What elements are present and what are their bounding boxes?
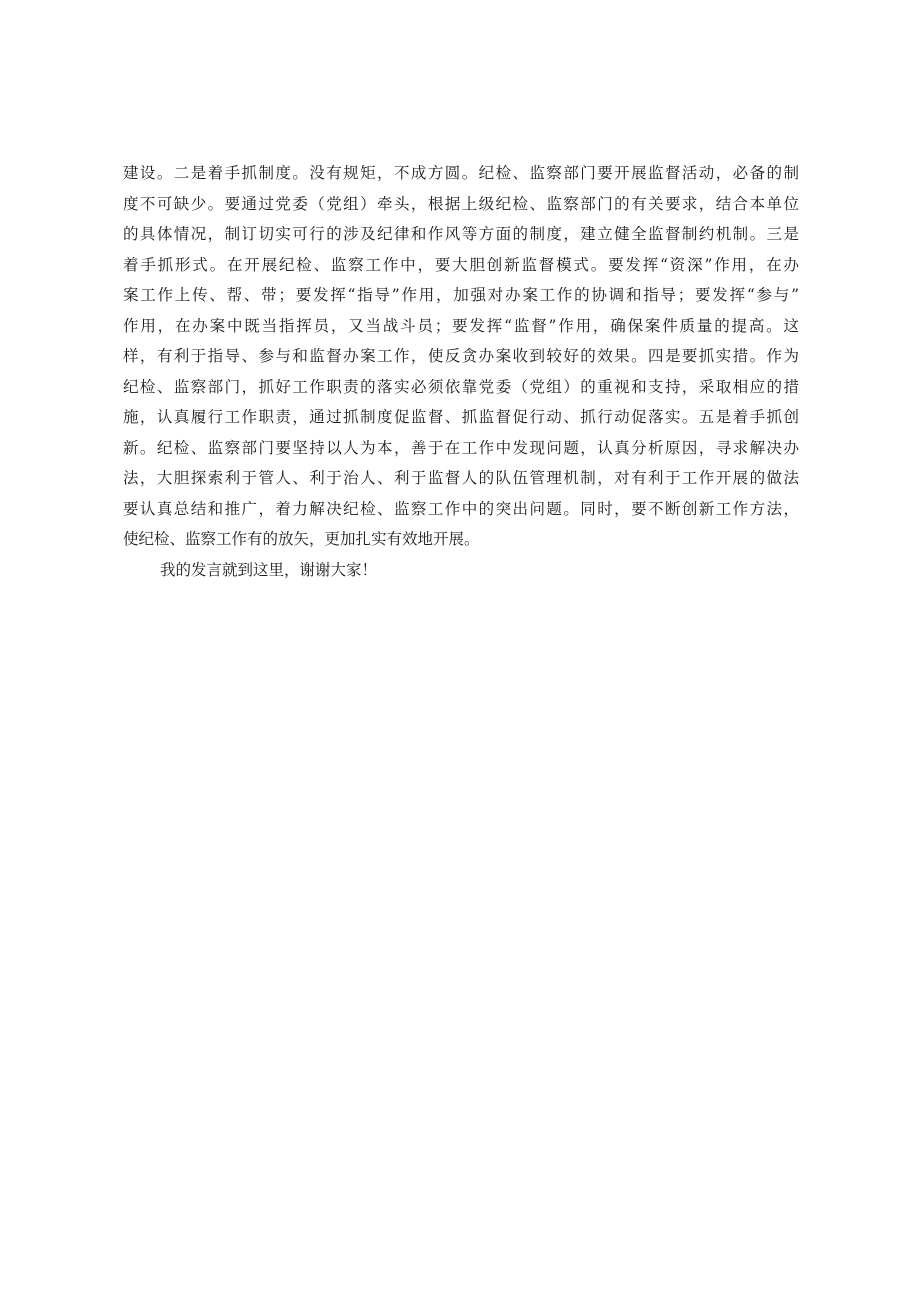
paragraph-line: 案工作上传、帮、带；要发挥“指导”作用，加强对办案工作的协调和指导；要发挥“参与” — [123, 286, 799, 304]
paragraph-line: 着手抓形式。在开展纪检、监察工作中，要大胆创新监督模式。要发挥“资深”作用，在办 — [123, 255, 799, 274]
paragraph-line: 使纪检、监察工作有的放矢，更加扎实有效地开展。 — [123, 530, 480, 548]
paragraph-line: 要认真总结和推广，着力解决纪检、监察工作中的突出问题。同时，要不断创新工作方法， — [123, 499, 799, 518]
speech-text-block — [123, 158, 799, 585]
paragraph-line: 度不可缺少。要通过党委（党组）牵头，根据上级纪检、监察部门的有关要求，结合本单位 — [123, 194, 799, 213]
paragraph-line: 样，有利于指导、参与和监督办案工作，使反贪办案收到较好的效果。四是要抓实措。作为 — [123, 347, 799, 365]
paragraph-line: 作用，在办案中既当指挥员，又当战斗员；要发挥“监督”作用，确保案件质量的提高。这 — [123, 316, 799, 335]
paragraph-line: 新。纪检、监察部门要坚持以人为本，善于在工作中发现问题，认真分析原因，寻求解决办 — [123, 438, 799, 457]
paragraph-line: 的具体情况，制订切实可行的涉及纪律和作风等方面的制度，建立健全监督制约机制。三是 — [123, 225, 799, 243]
paragraph-line: 施，认真履行工作职责，通过抓制度促监督、抓监督促行动、抓行动促落实。五是着手抓创 — [123, 408, 799, 426]
paragraph-line: 纪检、监察部门，抓好工作职责的落实必须依靠党委（党组）的重视和支持，采取相应的措 — [123, 377, 799, 396]
closing-remark: 我的发言就到这里，谢谢大家！ — [160, 560, 378, 579]
paragraph-line: 法，大胆探索利于管人、利于治人、利于监督人的队伍管理机制，对有利于工作开展的做法 — [123, 469, 799, 487]
paragraph-line: 建设。二是着手抓制度。没有规矩，不成方圆。纪检、监察部门要开展监督活动，必备的制 — [123, 164, 799, 182]
